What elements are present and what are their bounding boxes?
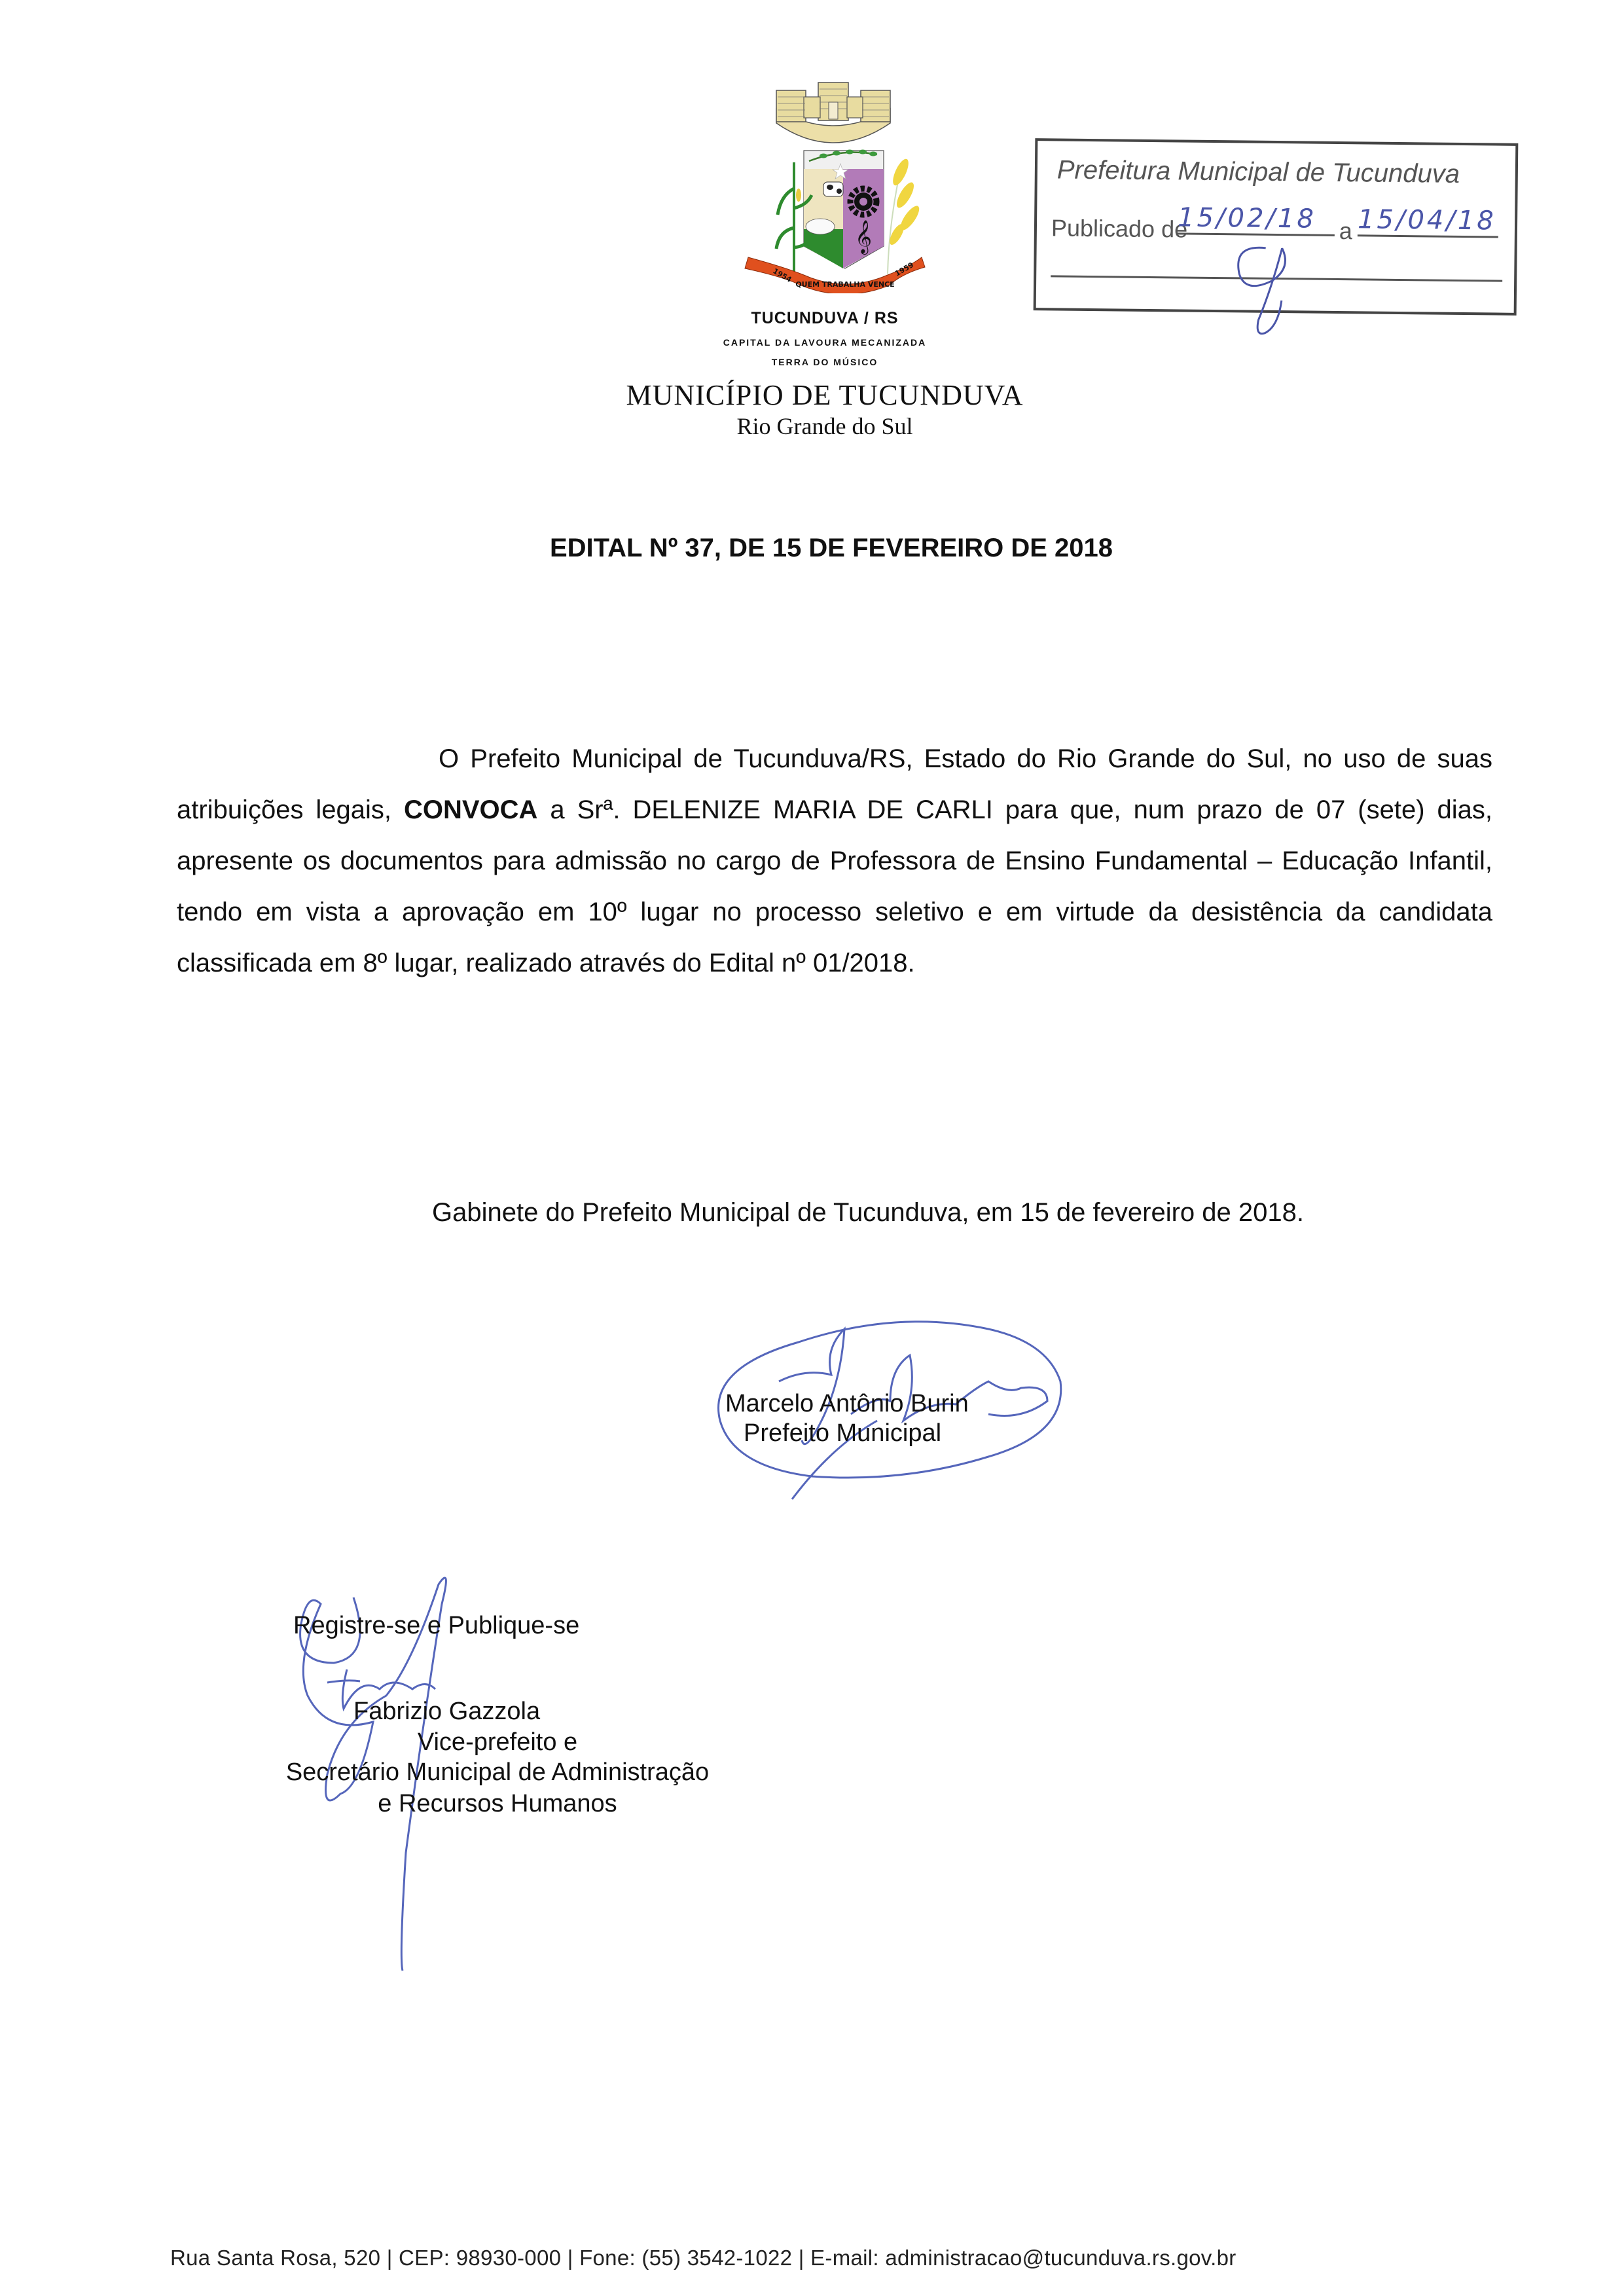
mayor-role: Prefeito Municipal: [744, 1419, 942, 1447]
publication-stamp: [1034, 138, 1519, 316]
closing-line: Gabinete do Prefeito Municipal de Tucunduva, em 15 de fevereiro de 2018.: [432, 1198, 1304, 1227]
mayor-name: Marcelo Antônio Burin: [725, 1390, 969, 1417]
body-paragraph: [177, 733, 1492, 989]
city-line: TUCUNDUVA / RS: [751, 309, 899, 327]
body-text-convoca: CONVOCA: [403, 795, 538, 824]
register-publish-note: Registre-se e Publique-se: [293, 1612, 580, 1639]
vice-role-line-1: Vice-prefeito e: [417, 1728, 578, 1756]
footer-contact: Rua Santa Rosa, 520 | CEP: 98930-000 | Fone: (55) 3542-1022 | E-mail: administracao@tucunduva.rs.gov.br: [170, 2246, 1236, 2270]
banner-motto: QUEM TRABALHA VENCE: [795, 280, 895, 289]
motto-line-2: TERRA DO MÚSICO: [771, 357, 878, 367]
vice-role-line-3: e Recursos Humanos: [378, 1790, 617, 1817]
banner-year-right: 1959: [893, 261, 916, 278]
body-text-part-2: a Srª. DELENIZE MARIA DE CARLI para que, num prazo de 07 (sete) dias, apresente os documentos para admissão no cargo de Professora de Ensino Fundamental – Educação Infantil, tendo em vista a aprovação em 10º lugar no processo seletivo e em virtude da desistência da candidata classificada em 8º lugar, realizado através do Edital nº 01/2018.: [177, 795, 1492, 977]
edital-title: EDITAL Nº 37, DE 15 DE FEVEREIRO DE 2018: [549, 534, 1113, 562]
banner-year-left: 1954: [771, 266, 793, 284]
state-subtitle: Rio Grande do Sul: [736, 413, 913, 439]
motto-line-1: CAPITAL DA LAVOURA MECANIZADA: [723, 337, 927, 348]
stamp-title: Prefeitura Municipal de Tucunduva: [1056, 155, 1460, 189]
stamp-signature-icon: [1219, 208, 1325, 340]
svg-text:𝄞: 𝄞: [854, 220, 873, 253]
stamp-date-to: 15/04/18: [1358, 204, 1499, 238]
municipality-title: MUNICÍPIO DE TUCUNDUVA: [626, 379, 1024, 411]
crown-wall: [776, 82, 890, 143]
wheat: [887, 157, 922, 274]
vice-name: Fabrizio Gazzola: [353, 1698, 541, 1725]
stamp-connector: a: [1339, 217, 1353, 245]
coat-of-arms-icon: [725, 77, 941, 293]
vice-role-line-2: Secretário Municipal de Administração: [285, 1758, 710, 1786]
body-text-part-1: O Prefeito Municipal de Tucunduva/RS, Estado do Rio Grande do Sul, no uso de suas atribuições legais,: [177, 744, 1492, 824]
stamp-published-label: Publicado de: [1051, 214, 1188, 243]
stamp-date-from: 15/02/18: [1178, 202, 1335, 236]
shield: [804, 150, 884, 269]
